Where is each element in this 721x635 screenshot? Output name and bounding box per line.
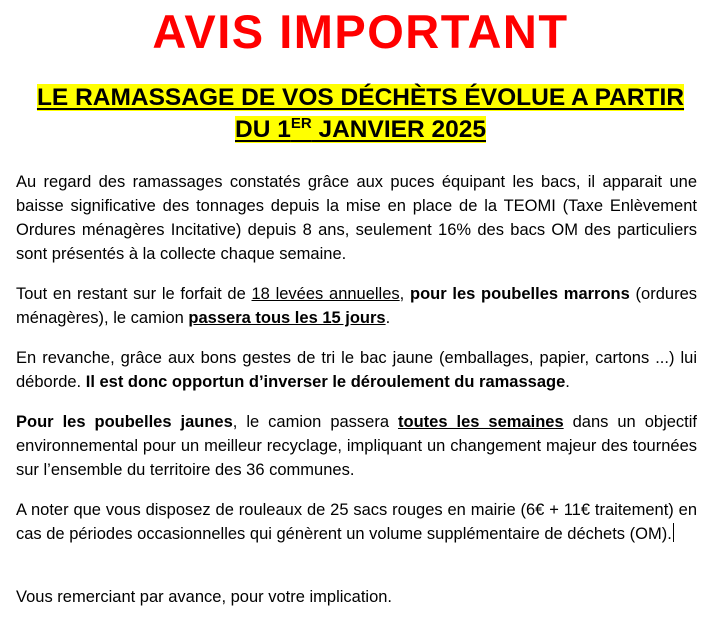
text-cursor	[673, 523, 674, 542]
paragraph-red-bags	[16, 498, 697, 546]
yellow-bins-frequency: toutes les semaines	[398, 413, 564, 431]
text: dans un objectif environnemental pour un meilleur recyclage, impliquant un changement majeur des tournées sur l’ensemble du territoire des 36 communes.	[16, 413, 698, 479]
notice-title: AVIS IMPORTANT	[152, 5, 569, 58]
headline-line-2-start: DU 1	[235, 116, 291, 143]
headline-line-2	[235, 116, 486, 143]
text: , le camion passera	[232, 413, 399, 431]
paragraph-yellow-bins	[16, 410, 697, 482]
text: En revanche, grâce aux bons gestes de tri le bac jaune (emballages, papier, cartons ...) lui déborde.	[16, 349, 697, 391]
text: ,	[399, 285, 410, 303]
headline-ordinal-suffix: ER	[290, 115, 312, 132]
brown-bins-label: pour les poubelles marrons	[409, 285, 630, 303]
annual-pickups: 18 levées annuelles	[251, 285, 400, 303]
headline	[0, 82, 721, 146]
text: Tout en restant sur le forfait de	[16, 285, 252, 303]
notice-body	[16, 170, 697, 609]
text: .	[385, 309, 391, 327]
paragraph-closing: Vous remerciant par avance, pour votre implication.	[16, 588, 393, 606]
text: (ordures ménagères), le camion	[16, 285, 698, 327]
paragraph-context: Au regard des ramassages constatés grâce aux puces équipant les bacs, il apparait une baisse significative des tonnages depuis la mise en place de la TEOMI (Taxe Enlèvement Ordures ménagères Incitative) depuis 8 ans, seulement 16% des bacs OM des particuliers sont présentés à la collecte chaque semaine.	[16, 173, 697, 263]
brown-bins-frequency: passera tous les 15 jours	[188, 309, 386, 327]
paragraph-brown-bins	[16, 282, 697, 330]
headline-line-2-end: JANVIER 2025	[311, 116, 486, 143]
paragraph-yellow-overflow	[16, 346, 697, 394]
headline-line-1: LE RAMASSAGE DE VOS DÉCHÈTS ÉVOLUE A PARTIR	[36, 84, 685, 111]
yellow-bins-label: Pour les poubelles jaunes	[16, 413, 233, 431]
red-bags-text: A noter que vous disposez de rouleaux de 25 sacs rouges en mairie (6€ + 11€ traitement) en cas de périodes occasionnelles qui génèrent un volume supplémentaire de déchets (OM).	[16, 501, 697, 543]
collection-change-statement: Il est donc opportun d’inverser le déroulement du ramassage	[85, 373, 566, 391]
text: .	[565, 373, 570, 391]
